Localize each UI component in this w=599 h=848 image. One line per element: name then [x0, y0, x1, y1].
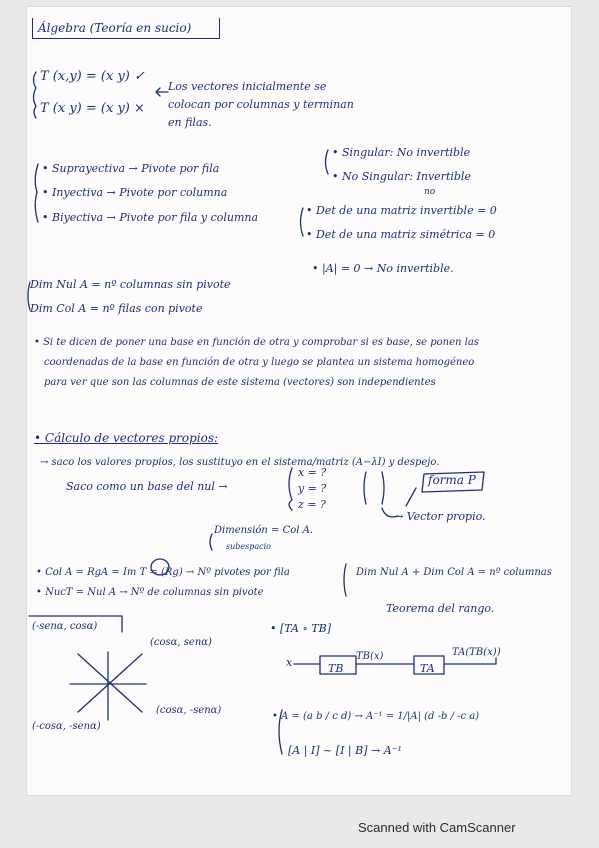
comp-box-tb: [320, 656, 356, 674]
ink-strokes: [26, 6, 572, 796]
inverse-gauss-jordan: [A | I] ~ [I | B] → A⁻¹: [288, 744, 402, 757]
transform-note-line3: en filas.: [168, 116, 212, 129]
singular-brace: [326, 150, 329, 174]
transform-note-line1: Los vectores inicialmente se: [168, 80, 327, 93]
system-y: y = ?: [298, 482, 327, 495]
vector-propio-label: → Vector propio.: [394, 510, 486, 523]
det-zero-note: • |A| = 0 → No invertible.: [312, 262, 454, 275]
composition-ta-box-label: TA: [420, 662, 435, 675]
base-note-line2: coordenadas de la base en función de otra y luego se plantea un sistema homogéneo: [44, 357, 475, 368]
det-invertible-note: • Det de una matriz invertible = 0: [306, 204, 497, 217]
vector-arrow: [382, 508, 398, 517]
scanner-watermark: Scanned with CamScanner: [358, 820, 516, 835]
notebook-page: [26, 6, 572, 796]
system-brace: [289, 468, 292, 510]
nuc-t-note: • NucT = Nul A → Nº de columnas sin pivote: [36, 587, 264, 598]
circle-label-box: [29, 616, 122, 632]
composition-tatbx: TA(TB(x)): [452, 647, 501, 658]
injective-note: • Inyectiva → Pivote por columna: [42, 186, 228, 199]
forma-p-box: [422, 472, 484, 492]
eigen-title: • Cálculo de vectores propios:: [34, 431, 219, 445]
rank-theorem-note: Teorema del rango.: [386, 602, 495, 615]
dim-brace: [28, 282, 30, 310]
det-brace: [301, 208, 304, 236]
composition-title: • [TA ∘ TB]: [270, 622, 332, 635]
col-a-note: • Col A = RgA = Im T = (Rg) → Nº pivotes por fila: [36, 567, 290, 578]
comp-box-ta: [414, 656, 444, 674]
rank-circle: [151, 559, 169, 575]
composition-tb-box-label: TB: [328, 662, 344, 675]
eigen-step1: → saco los valores propios, los sustituyo en el sistema/matriz (A−λI) y despejo.: [40, 457, 440, 468]
dim-col-note: Dim Col A = nº filas con pivote: [30, 302, 203, 315]
transform-brace: [34, 72, 37, 118]
dim-nul-note: Dim Nul A = nº columnas sin pivote: [30, 278, 231, 291]
base-note-line3: para ver que son las columnas de este sistema (vectores) son independientes: [44, 377, 436, 388]
forma-p-label: forma P: [428, 473, 476, 487]
jectivity-brace: [35, 164, 38, 222]
system-x: x = ?: [298, 466, 327, 479]
det-symmetric-note: • Det de una matriz simétrica = 0: [306, 228, 496, 241]
dimension-hook: [210, 534, 212, 550]
inverse-formula: • A = (a b / c d) → A⁻¹ = 1/|A| (d -b / -c a): [272, 711, 480, 722]
point-cos-minus-sen: (cosα, -senα): [156, 705, 222, 716]
composition-tbx: TB(x): [356, 651, 384, 662]
vector-parens: [364, 472, 384, 504]
dimension-note: Dimensión = Col A.: [214, 525, 314, 536]
transform-correct: T (x,y) = (x y) ✓: [40, 69, 145, 84]
dim-sum-note: Dim Nul A + Dim Col A = nº columnas: [356, 567, 552, 578]
point-cos-sen: (cosα, senα): [150, 637, 212, 648]
base-note-line1: • Si te dicen de poner una base en función de otra y comprobar si es base, se ponen las: [34, 337, 479, 348]
composition-x: x: [286, 656, 293, 669]
transform-arrow: [156, 88, 168, 96]
surjective-note: • Suprayectiva → Pivote por fila: [42, 162, 220, 175]
eigen-step2: Saco como un base del nul →: [66, 480, 228, 493]
transform-note-line2: colocan por columnas y terminan: [168, 98, 354, 111]
inverse-brace: [279, 710, 282, 754]
singular-note: • Singular: No invertible: [332, 146, 471, 159]
point-minus-cos-minus-sen: (-cosα, -senα): [32, 721, 101, 732]
page-title: Álgebra (Teoría en sucio): [38, 21, 192, 35]
det-no-annotation: no: [424, 187, 436, 197]
transform-incorrect: T (x y) = (x y) ×: [40, 101, 145, 116]
nonsingular-note: • No Singular: Invertible: [332, 170, 471, 183]
bijective-note: • Biyectiva → Pivote por fila y columna: [42, 211, 259, 224]
comp-arrow-3: [444, 658, 496, 664]
system-z: z = ?: [298, 498, 326, 511]
forma-p-arrow: [406, 488, 416, 506]
colA-brace: [344, 564, 346, 596]
circle-label: (-senα, cosα): [32, 621, 98, 632]
subespacio-note: subespacio: [226, 542, 271, 551]
